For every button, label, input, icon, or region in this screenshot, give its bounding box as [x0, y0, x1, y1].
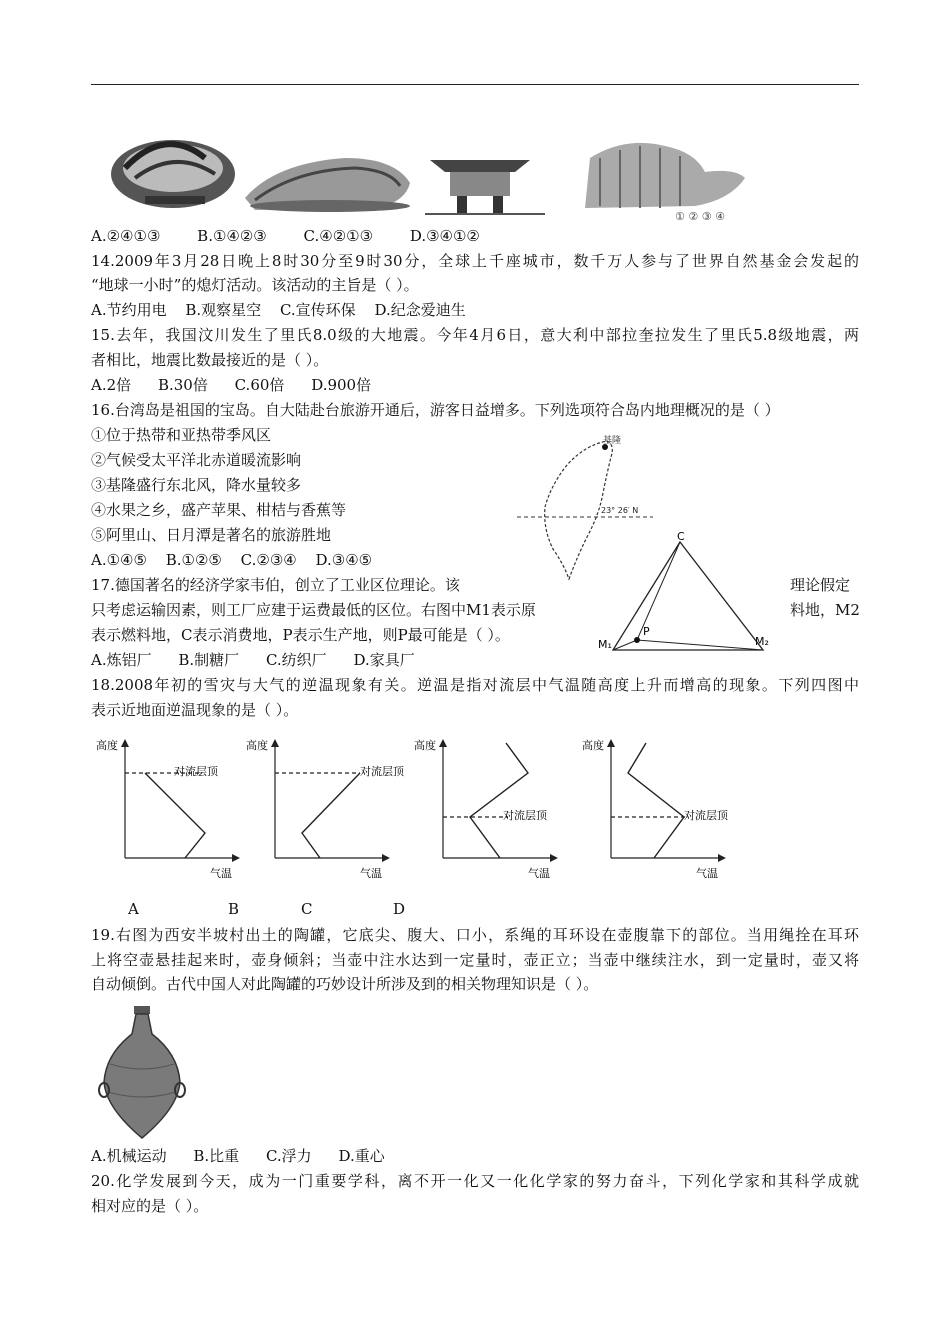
graph-c	[414, 738, 558, 880]
q16-item-2: ②气候受太平洋北赤道暖流影响	[91, 451, 302, 469]
q13-options	[91, 226, 494, 246]
label-c: C	[677, 532, 685, 543]
q19-stem-line1: 19.右图为西安半坡村出土的陶罐，它底尖、腹大、口小，系绳的耳环设在壶腹靠下的部位。当用绳拴在耳环	[91, 926, 859, 944]
q16-item-1: ①位于热带和亚热带季风区	[91, 426, 272, 444]
point-p	[634, 637, 640, 643]
q18-stem-line1: 18.2008年初的雪灾与大气的逆温现象有关。逆温是指对流层中气温随高度上升而增高的现象。下列四图中	[91, 676, 859, 694]
pavilion-3-image	[425, 160, 545, 214]
graph-c-curve	[470, 743, 528, 858]
graph-b-curve	[302, 773, 360, 858]
q17-stem-line3: 表示燃料地，C表示消费地，P表示生产地，则P最可能是（ ）。	[91, 626, 510, 644]
q16-stem: 16.台湾岛是祖国的宝岛。自大陆赴台旅游开通后，游客日益增多。下列选项符合岛内地理概况的是（ ）	[91, 401, 780, 419]
figure-caption: ① ② ③ ④	[675, 210, 725, 220]
q16-options	[91, 550, 386, 570]
q16-option-b[interactable]: B.①②⑤	[165, 551, 222, 569]
q16-item-5: ⑤阿里山、日月潭是著名的旅游胜地	[91, 526, 332, 544]
graph-d-tropopause: 对流层顶	[684, 809, 728, 822]
q17-option-b[interactable]: B.制糖厂	[178, 651, 240, 669]
label-p: P	[643, 625, 650, 638]
q15-option-a[interactable]: A.2倍	[91, 376, 132, 394]
q17-option-d[interactable]: D.家具厂	[353, 651, 415, 669]
q13-option-d[interactable]: D.③④①②	[409, 227, 480, 245]
q19-option-b[interactable]: B.比重	[193, 1147, 240, 1165]
q14-option-a[interactable]: A.节约用电	[91, 301, 167, 319]
graph-a-tropopause: 对流层顶	[174, 765, 218, 778]
q15-stem-line2: 者相比，地震比数最接近的是（ ）。	[91, 351, 329, 369]
graph-label-d[interactable]: D	[393, 900, 406, 918]
graph-d-xlabel: 气温	[696, 867, 718, 880]
q19-stem-line3: 自动倾倒。古代中国人对此陶罐的巧妙设计所涉及到的相关物理知识是（ ）。	[91, 975, 599, 993]
q17-option-a[interactable]: A.炼铝厂	[91, 651, 152, 669]
q16-item-3: ③基隆盛行东北风，降水量较多	[91, 476, 302, 494]
graph-b-ylabel: 高度	[246, 739, 268, 752]
q15-option-d[interactable]: D.900倍	[311, 376, 372, 394]
q16-item-4: ④水果之乡，盛产苹果、柑桔与香蕉等	[91, 501, 347, 519]
graph-label-a[interactable]: A	[128, 900, 139, 918]
pottery-jar-image	[98, 1004, 188, 1140]
graph-c-tropopause: 对流层顶	[503, 809, 547, 822]
q15-option-c[interactable]: C.60倍	[234, 376, 285, 394]
weber-triangle-diagram	[595, 532, 790, 657]
header-rule	[91, 84, 859, 85]
q14-option-c[interactable]: C.宣传环保	[279, 301, 356, 319]
q14-option-b[interactable]: B.观察星空	[185, 301, 262, 319]
q20-stem-line2: 相对应的是（ ）。	[91, 1197, 209, 1215]
graph-a	[96, 738, 240, 880]
q13-option-c[interactable]: C.④②①③	[303, 227, 374, 245]
graph-d	[582, 738, 729, 880]
label-m2: M₂	[755, 635, 769, 648]
expo-pavilions-figure	[105, 128, 755, 220]
q14-option-d[interactable]: D.纪念爱迪生	[374, 301, 466, 319]
q14-stem-line1: 14.2009年3月28日晚上8时30分至9时30分，全球上千座城市，数千万人参与了世界自然基金会发起的	[91, 252, 859, 270]
graph-c-ylabel: 高度	[414, 739, 436, 752]
graph-b	[246, 738, 405, 880]
q17-options	[91, 650, 429, 670]
keelung-label: 基隆	[603, 436, 622, 446]
label-m1: M₁	[598, 638, 612, 651]
q15-stem-line1: 15.去年，我国汶川发生了里氏8.0级的大地震。今年4月6日，意大利中部拉奎拉发生了里氏5.8级地震，两	[91, 326, 859, 344]
inversion-graphs	[90, 733, 750, 883]
q13-option-b[interactable]: B.①④②③	[197, 227, 267, 245]
graph-label-b[interactable]: B	[228, 900, 240, 918]
q18-stem-line2: 表示近地面逆温现象的是（ ）。	[91, 701, 299, 719]
q19-option-c[interactable]: C.浮力	[265, 1147, 312, 1165]
graph-a-xlabel: 气温	[210, 867, 232, 880]
q17-stem-line2a: 只考虑运输因素，则工厂应建于运费最低的区位。右图中M1表示原	[91, 601, 536, 619]
graph-b-tropopause: 对流层顶	[360, 765, 404, 778]
graph-a-curve	[145, 773, 205, 858]
graph-a-ylabel: 高度	[96, 739, 118, 752]
q16-option-a[interactable]: A.①④⑤	[91, 551, 147, 569]
q14-options	[91, 300, 480, 320]
graph-d-curve	[628, 743, 684, 858]
pavilion-1-image	[111, 140, 235, 208]
pavilion-4-image	[585, 143, 745, 220]
q19-stem-line2: 上将空壶悬挂起来时，壶身倾斜；当壶中注水达到一定量时，壶正立；当壶中继续注水，到一定量时，壶又将	[91, 951, 859, 969]
q16-option-c[interactable]: C.②③④	[240, 551, 297, 569]
q16-option-d[interactable]: D.③④⑤	[315, 551, 373, 569]
q15-option-b[interactable]: B.30倍	[157, 376, 208, 394]
q13-option-a[interactable]: A.②④①③	[91, 227, 161, 245]
q19-options	[91, 1146, 399, 1166]
graph-c-xlabel: 气温	[528, 867, 550, 880]
q20-stem-line1: 20.化学发展到今天，成为一门重要学科，离不开一化又一化化学家的努力奋斗，下列化学家和其科学成就	[91, 1172, 859, 1190]
q17-option-c[interactable]: C.纺织厂	[265, 651, 327, 669]
q19-option-a[interactable]: A.机械运动	[91, 1147, 167, 1165]
pavilion-2-image	[245, 158, 410, 212]
tropic-label: 23° 26′ N	[601, 506, 639, 515]
q17-stem-line1a: 17.德国著名的经济学家韦伯，创立了工业区位理论。该	[91, 576, 460, 594]
q17-stem-line1b: 理论假定	[790, 576, 851, 594]
graph-d-ylabel: 高度	[582, 739, 604, 752]
q14-stem-line2: “地球一小时”的熄灯活动。该活动的主旨是（ ）。	[91, 276, 419, 294]
q17-stem-line2b: 料地，M2	[790, 601, 860, 619]
graph-b-xlabel: 气温	[360, 867, 382, 880]
q19-option-d[interactable]: D.重心	[338, 1147, 385, 1165]
q15-options	[91, 375, 385, 395]
graph-label-c[interactable]: C	[301, 900, 313, 918]
